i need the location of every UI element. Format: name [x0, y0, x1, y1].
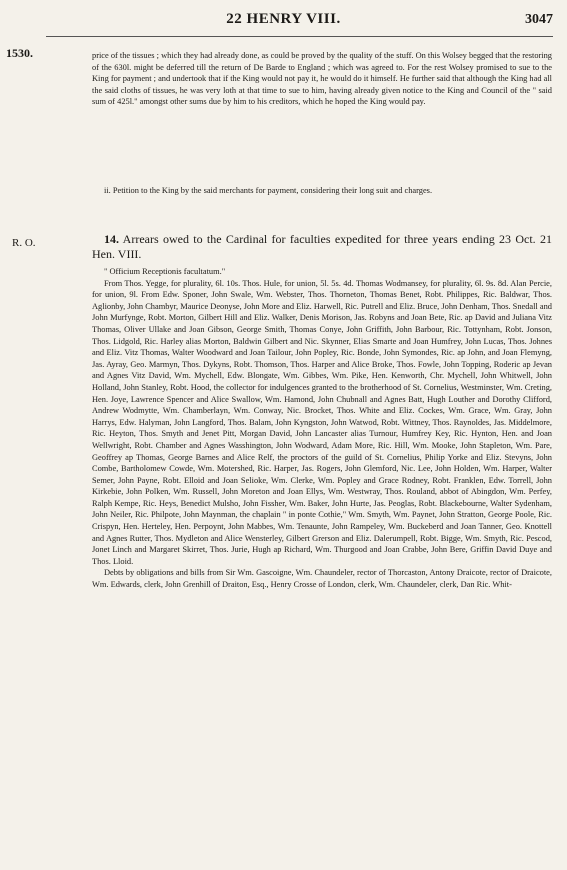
entry-heading-text: Arrears owed to the Cardinal for faculties expedited for three years ending 23 Oct. 21 Hen. VIII.: [92, 232, 552, 261]
margin-year: 1530.: [6, 46, 33, 60]
page-number: 3047: [525, 12, 553, 27]
running-title: 22 HENRY VIII.: [226, 11, 341, 27]
entry-number: 14.: [104, 232, 119, 246]
entry-heading: [92, 232, 552, 262]
entry-body: [92, 266, 552, 591]
entry-body-text: From Thos. Yegge, for plurality, 6l. 10s. Thos. Hule, for union, 5l. 5s. 4d. Thomas Wodmansey, for plurality, 6l. 9s. 8d. Alan Percie, for union, 9l. From Edw. Sponer, John Swale, Wm. Webster, Thos. Thorneton, Thomas Benet, Robt. Philippes, Ric. Baldwar, Thos. Aglionby, John Chambyr, Maurice Deonyse, John More and Eliz. Harwell, Ric. Putrell and Eliz. Bruce, John Denham, Thos. Snedall and John Murfynge, Robt. Morton, Gilbert Hill and Eliz. Walker, Denis Morison, Jas. Robyns and Joan Bete, Ric. ap David and Juliana Vitz Thomas, Oliver Ullake and Joan Gibson, George Smith, Thomas Conye, John Griffith, John Barbour, Ric. Tottynham, Robt. Jonson, Thos. Lidgold, Ric. Harley alias Morton, Baldwin Gilbert and Nic. Skynner, Elias Smarte and Joan Humfrey, John Lucas, Thos. Johnes and Eliz. Vitz Thomas, Walter Woodward and Joan Tailour, John Popley, Ric. Bonde, John Symondes, Ric. ap John, and Joan Flemyng, Jas. Ayray, Geo. Marmyn, Thos. Dykyns, Robt. Thomson, Thos. Harper and Alice Broke, Thos. Fowle, John Topping, Roderic ap Jevan and Agnes Vitz David, Wm. Mychell, Edw. Blongate, Wm. Gibbes, Wm. Pike, Hen. Kenworth, Chr. Mychell, John Whitwell, John Holland, John Stanley, Robt. Hood, the collector for indulgences granted to the brotherhood of St. Cornelius, Westminster, Wm. Creting, Hen. Joye, Lawrence Spencer and Alice Swallow, Wm. Hamond, John Chubnall and Agnes Batt, Hugh Louther and Dorothy Clifford, Andrew Wodmytte, Wm. Chamberlayn, Wm. Conway, Nic. Brocket, Thos. White and Eliz. Cockes, Wm. Grace, Wm. Gray, John Harrys, Edw. Halyman, John Langford, Thos. Balam, John Kyngston, John Watwod, Robt. Wittney, Thos. Raynoldes, Jas. Middelmore, Ric. Heyton, Thos. Smyth and Jenet Pitt, Morgan David, John Lancaster alias Turnour, Humfrey Key, Ric. Hynton, Hen. and Joan Wellwright, Robt. Chamber and Agnes Wasshington, John Wodward, Adam More, Ric. Hill, Wm. Mooke, John Stapleton, Wm. Pare, Geoffrey ap Thomas, George Barnes and Alice Relf, the proctors of the guild of St. Cornelius, Philip Yorke and Eliz. Stevyns, John Combe, Bartholomew Cowde, Wm. Motershed, Ric. Harper, Jas. Rogers, John Glemford, Nic. Lee, John Holden, Wm. Harper, Walter Semer, John Payne, Robt. Elloid and Joan Selioke, Wm. Clerke, Wm. Popley and Grace Rodney, Robt. Franklen, Edw. Torrell, John Kirkebie, John Polken, Wm. Russell, John Moreton and Joan Ellys, Wm. Westwray, Thos. Rouland, abbot of Abingdon, Wm. Perfey, Ralph Kempe, Ric. Heys, Benedict Mulsho, John Fissher, Wm. Baker, John Hurte, Jas. Peoglas, Robt. Blackebourne, Walter Sydenham, John Neiler, Ric. Philpote, John Maynman, the chaplain " in ponte Cothie," Wm. Smyth, Wm. Paynet, John Stratton, George Poole, Ric. Crispyn, Hen. Herteley, Hen. Perpoynt, John Mabbes, Wm. Tenaunte, John Rampeley, Wm. Buckeberd and Joan Tanner, Geo. Knottell and Agnes Rutter, Thos. Mydleton and Alice Wensterley, Gilbert Grerson and Eliz. Dalerumpell, Robt. Bigge, Wm. Smyth, Ric. Pescod, Jonet Linch and Margaret Skirret, Thos. Jurie, Hugh ap Richard, Wm. Thurgood and Joan Crabbe, John Bere, Griffin David Duye and Thos. Lloid.: [92, 278, 552, 566]
header-rule: [46, 36, 553, 37]
entry-subtitle: " Officium Receptionis facultatum.": [104, 267, 226, 276]
paragraph-text: price of the tissues ; which they had already done, as could be proved by the quality of the stuff. On this Wolsey begged that the restoring of the 630l. might be deferred till the return of De Barde to England ; which was agreed to. For the rest Wolsey promised to sue to the King for payment ; and undertook that if the King would not pay it, he would do it himself. He further said that although the King had all the said cloths of tissues, he was very loth at that time to sue to him, having already given notice to the King and Council of the " said sum of 425l." amongst other sums due by him to his creditors, which he hoped the King would pay.: [92, 51, 552, 107]
page-header: [0, 8, 567, 36]
petition-text: ii. Petition to the King by the said merchants for payment, considering their long suit and charges.: [104, 186, 433, 195]
margin-reference: R. O.: [12, 237, 36, 249]
continued-paragraph: [92, 50, 552, 108]
entry-debts-text: Debts by obligations and bills from Sir Wm. Gascoigne, Wm. Chaundeler, rector of Thorcaston, Antony Draicote, rector of Draicote, Wm. Edwards, clerk, John Grenhill of Draiton, Esq., Henry Crosse of London, clerk, Wm. Chaundeler, clerk, Dan Ric. Whit-: [92, 568, 552, 590]
petition-paragraph: [92, 185, 552, 197]
